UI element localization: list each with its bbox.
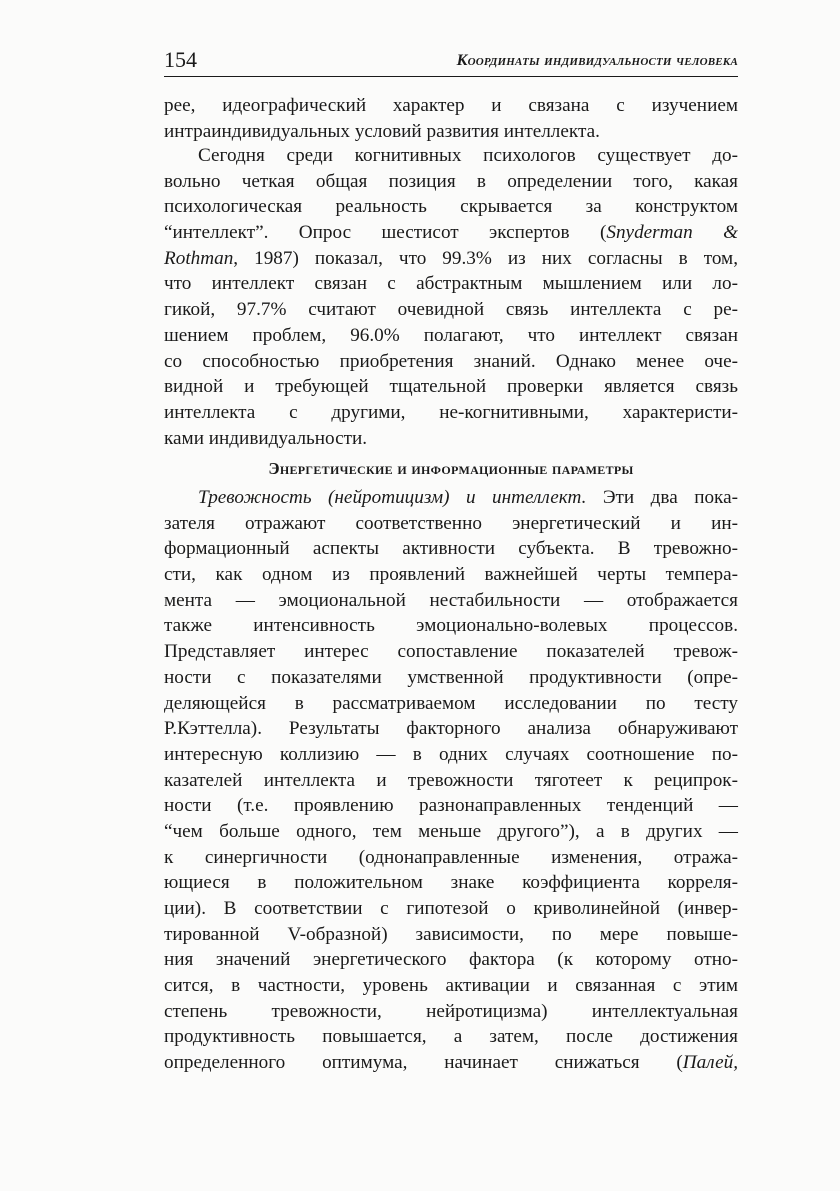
text-segment: определенного оптимума, начинает снижаться ( <box>164 1052 683 1074</box>
text-line <box>164 485 738 511</box>
text-line: также интенсивность эмоционально-волевых процессов. <box>164 615 738 637</box>
text-line: Сегодня среди когнитивных психологов существует до- <box>198 145 738 166</box>
text-line: ющиеся в положительном знаке коэффициента корреля- <box>164 872 738 894</box>
text-line: деляющейся в рассматриваемом исследовании по тесту <box>164 692 738 714</box>
text-line: тированной V-образной) зависимости, по мере повыше- <box>164 923 738 945</box>
text-line: ции). В соответствии с гипотезой о криволинейной (инвер- <box>164 898 738 919</box>
text-line: ности с показателями умственной продуктивности (опре- <box>164 666 738 688</box>
text-segment: Эти два пока- <box>586 487 738 508</box>
text-line: сти, как одном из проявлений важнейшей черты темпера- <box>164 564 738 586</box>
citation-author: Палей, <box>682 1052 738 1074</box>
page-header <box>164 46 738 77</box>
text-line: Р.Кэттелла). Результаты факторного анализа обнаруживают <box>164 718 738 740</box>
text-line: формационный аспекты активности субъекта. В тревожно- <box>164 538 738 560</box>
text-line: к синергичности (однонаправленные изменения, отража- <box>164 846 738 868</box>
text-line: что интеллект связан с абстрактным мышлением или ло- <box>164 273 738 295</box>
running-title: Координаты индивидуальности человека <box>456 52 738 69</box>
text-line: продуктивность повышается, а затем, после достижения <box>164 1026 738 1048</box>
text-line: интраиндивидуальных условий развития интеллекта. <box>164 120 600 142</box>
paragraph-1 <box>164 93 738 144</box>
text-line: интересную коллизию — в одних случаях соотношение по- <box>164 743 738 765</box>
citation-authors: Rothman <box>164 247 234 269</box>
text-segment: “интеллект”. Опрос шестисот экспертов ( <box>164 222 607 244</box>
paragraph-2 <box>164 143 738 451</box>
text-line: видной и требующей тщательной проверки является связь <box>164 376 738 398</box>
text-line: шением проблем, 96.0% полагают, что интеллект связан <box>164 324 738 346</box>
text-line: рее, идеографический характер и связана с изучением <box>164 95 738 116</box>
text-line: психологическая реальность скрывается за конструктом <box>164 196 738 218</box>
paragraph-3 <box>164 485 738 1076</box>
text-line <box>164 246 738 272</box>
text-line: ками индивидуальности. <box>164 427 368 449</box>
section-heading: Энергетические и информационные параметры <box>268 459 634 478</box>
text-line: гикой, 97.7% считают очевидной связь интеллекта с ре- <box>164 299 738 321</box>
text-line: ния значений энергетического фактора (к которому отно- <box>164 949 738 971</box>
text-line: ности (т.е. проявлению разнонаправленных тенденций — <box>164 795 738 817</box>
text-line: вольно четкая общая позиция в определении того, какая <box>164 170 738 192</box>
text-line <box>164 1050 738 1076</box>
page-number: 154 <box>164 47 197 72</box>
text-line: со способностью приобретения знаний. Однако менее оче- <box>164 350 738 372</box>
citation-authors: Snyderman & <box>606 222 739 244</box>
text-line: сится, в частности, уровень активации и связанная с этим <box>164 975 738 997</box>
text-line: степень тревожности, нейротицизма) интеллектуальная <box>164 1000 738 1022</box>
text-line: интеллекта с другими, не-когнитивными, характеристи- <box>164 401 738 423</box>
text-line <box>164 220 738 246</box>
text-line: “чем больше одного, тем меньше другого”), а в других — <box>164 820 738 842</box>
text-line: зателя отражают соответственно энергетический и ин- <box>164 512 738 534</box>
run-in-heading: Тревожность (нейротицизм) и интеллект. <box>198 487 587 508</box>
text-segment: , 1987) показал, что 99.3% из них согласны в том, <box>233 247 738 269</box>
text-line: Представляет интерес сопоставление показателей тревож- <box>164 641 738 663</box>
text-line: мента — эмоциональной нестабильности — отображается <box>164 589 738 611</box>
text-line: казателей интеллекта и тревожности тяготеет к реципрок- <box>164 769 738 791</box>
